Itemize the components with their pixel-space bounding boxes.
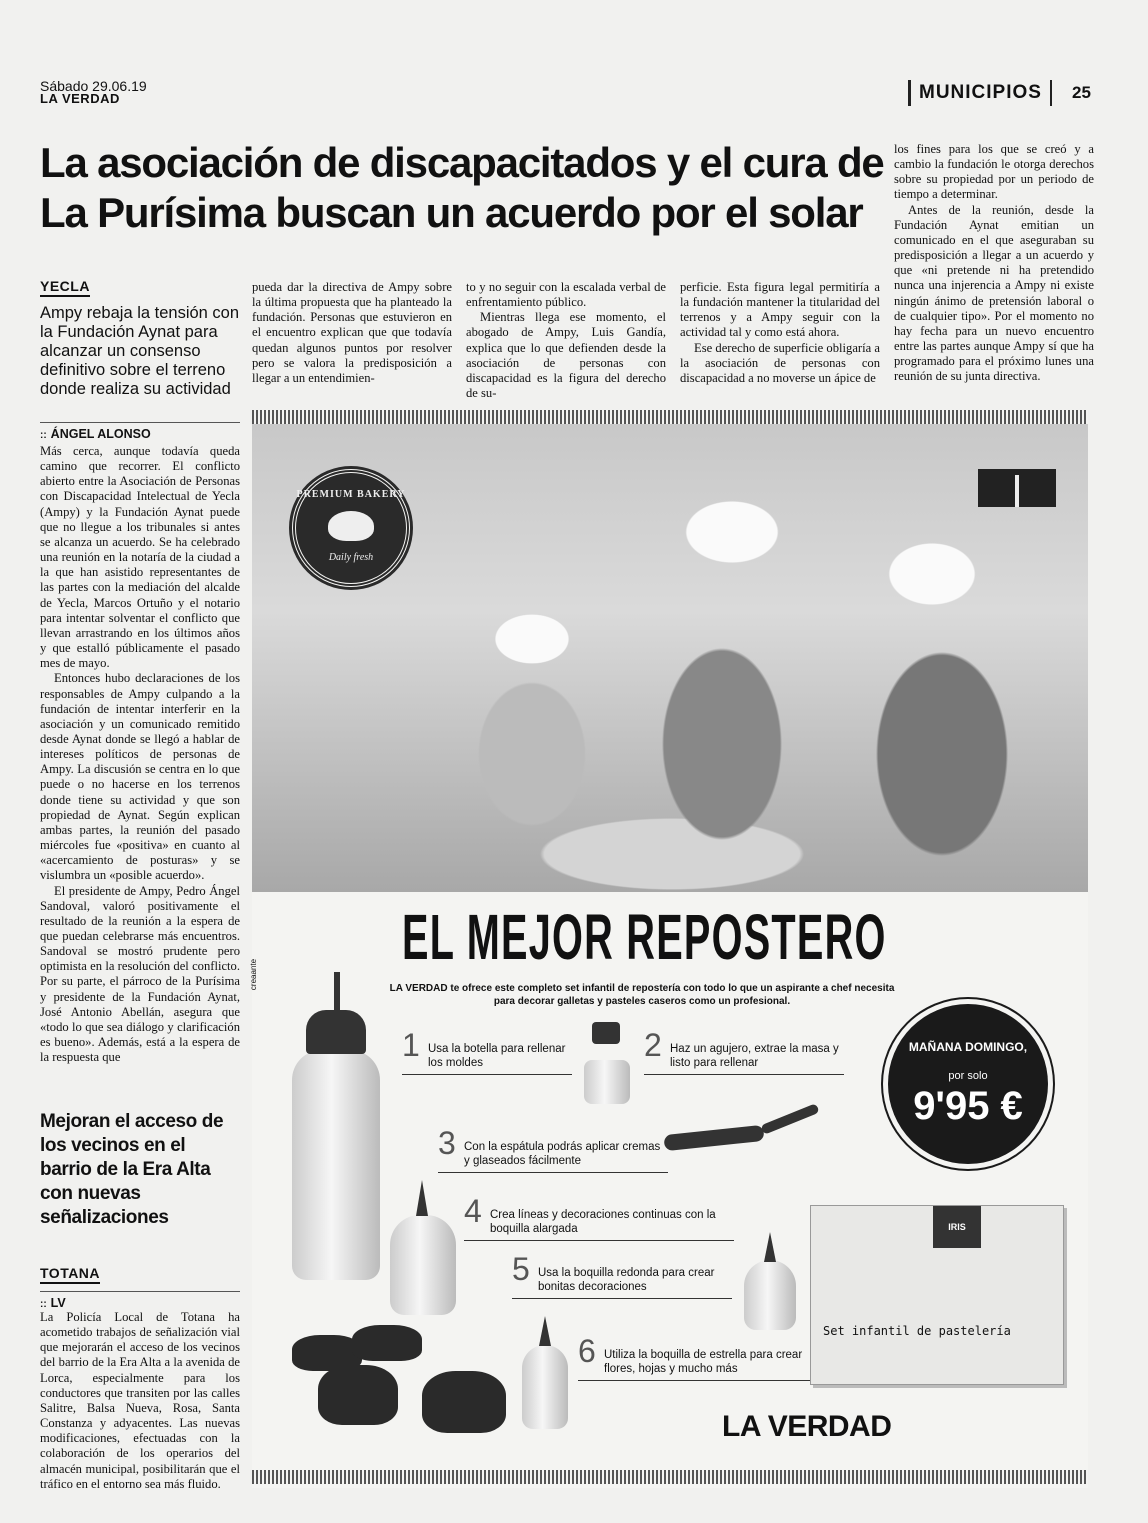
paragraph: Antes de la reunión, desde la Fundación Aynat emitian un comunicado en el que aseguraban su predisposición a llegar a un acuerdo y que «ni pretende ni ha pretendido nunca una injerencia a Ampy ni existe ningún ánimo de pretensión laboral o de cualquier tipo». Por el momento no hay fecha para un nuevo encuentro entre las partes aunque Ampy sí que ha programado para el próximo lunes una reunión de su junta directiva. <box>894 202 1094 384</box>
long-nozzle-icon <box>416 1180 428 1216</box>
mold-icon <box>352 1325 422 1361</box>
brief-headline: Mejoran el acceso de los vecinos en el barrio de la Era Alta con nuevas señalizaciones <box>40 1111 224 1228</box>
silicone-molds-icon <box>282 1315 512 1435</box>
ad-title: EL MEJOR REPOSTERO <box>402 901 887 973</box>
spatula-icon <box>663 1125 764 1151</box>
ad-intro <box>382 982 902 1008</box>
step-4 <box>464 1193 734 1241</box>
brief-kicker: TOTANA <box>40 1265 100 1284</box>
stamp-bottom-text: Daily fresh <box>328 552 374 563</box>
article-headline: La asociación de discapacitados y el cura de La Purísima buscan un acuerdo por el solar <box>40 139 884 236</box>
advertisement <box>249 410 1088 1488</box>
article-column-2 <box>252 280 452 386</box>
ad-intro-brand: LA VERDAD <box>389 983 448 994</box>
kit-title: Set infantil de pastelería <box>823 1324 1011 1338</box>
paragraph: Mientras llega ese momento, el abogado de Ampy, Luis Gandía, explica que lo que defienden desde la asociación de personas con discapacidad es la figura del derecho de su- <box>466 310 666 401</box>
issue-date: Sábado 29.06.19 <box>40 78 147 94</box>
article-subhead: Ampy rebaja la tensión con la Fundación Aynat para alcanzar un consenso definitivo sobre el terreno donde realiza su actividad <box>40 304 240 398</box>
step-text: Haz un agujero, extrae la masa y listo para rellenar <box>670 1043 839 1069</box>
photo-credit: creaante <box>249 958 259 991</box>
brief-body <box>40 1310 240 1492</box>
byline-name: LV <box>50 1296 66 1310</box>
section-name: MUNICIPIOS <box>908 80 1052 106</box>
byline-name: ÁNGEL ALONSO <box>50 427 151 441</box>
paragraph: La Policía Local de Totana ha acometido trabajos de señalización vial que mejorarán el acceso de los vecinos del barrio de la Era Alta a la avenida de Lorca, especialmente para los conductores que transiten por las calles Salitre, Balsa Nueva, Rosa, Santa Constanza y adyacentes. Las nuevas modificaciones, efectuadas con la colaboración de los operarios del almacén municipal, posibilitarán que el tráfico en el entorno sea más fluido. <box>40 1310 240 1491</box>
article-byline: :: ÁNGEL ALONSO <box>40 422 240 441</box>
paragraph: pueda dar la directiva de Ampy sobre la última propuesta que ha planteado la fundación. Personas que estuvieron en el encuentro explican que que todavía quedan algunos puntos por resolver pero se valora la predisposición a llegar a un entendimien- <box>252 280 452 385</box>
paragraph: Entonces hubo declaraciones de los responsables de Ampy culpando a la fundación de intentar interferir en la asociación y un comunicado remitido desde Aynat donde se llegó a hablar de intereses políticos de personas de Ampy. La discusión se centra en lo que puede o no hacerse en los terrenos donde tiene su actividad y que son propiedad de Aynat. Según explican ambas partes, la reunión del pasado miércoles fue «positiva» en cuanto al «acercamiento de posturas» y se vislumbra un «posible acuerdo». <box>40 671 240 883</box>
mold-icon <box>422 1371 506 1433</box>
mold-icon <box>318 1365 398 1425</box>
paragraph: El presidente de Ampy, Pedro Ángel Sandoval, valoró positivamente el resultado de la reunión a la espera de que puedan celebrarse más encuentros. Sandoval se mostró prudente pero optimista en la resolución del conflicto. Por su parte, el párroco de la Purísima y presidente de la Fundación Aynat, José Antonio Abellán, asegura que «todo lo que sea diálogo y clarificación es bueno». Además, está a la espera de la respuesta que <box>40 883 240 1065</box>
paragraph: to y no seguir con la escalada verbal de enfrentamiento público. <box>466 280 666 310</box>
article-column-3 <box>466 280 666 401</box>
price-value: 9'95 € <box>913 1084 1023 1128</box>
ad-border-bottom <box>252 1470 1088 1484</box>
step-number: 1 <box>402 1027 420 1063</box>
ad-border-top <box>252 410 1088 424</box>
step-text: Crea líneas y decoraciones continuas con la boquilla alargada <box>490 1209 716 1235</box>
price-day: MAÑANA DOMINGO, <box>908 1040 1028 1054</box>
cookie-cutter-icon <box>584 1060 630 1104</box>
nozzle-bottle-round-icon <box>744 1260 796 1330</box>
stamp-top-text: PREMIUM BAKERY <box>296 489 406 500</box>
la-verdad-logo: LA VERDAD <box>722 1410 892 1443</box>
step-number: 4 <box>464 1193 482 1229</box>
article-kicker: YECLA <box>40 278 90 297</box>
step-text: Usa la boquilla redonda para crear bonitas decoraciones <box>538 1267 715 1293</box>
nozzle-bottle-star-icon <box>522 1345 568 1429</box>
nozzle-bottle-long-icon <box>390 1215 456 1315</box>
paragraph: Más cerca, aunque todavía queda camino que recorrer. El conflicto abierto entre la Asociación de Personas con Discapacidad Intelectual de Yecla (Ampy) y la Fundación Aynat puede que no llegue a los tribunales si antes se alcanza un acuerdo. Se ha celebrado una reunión en la notaría de la ciudad a la que han asistido representantes de las partes con la mediación del alcalde de Yecla, Marcos Ortuño y el notario para intentar solventar el conflicto que llevan arrastrando en los últimos años y que estalló públicamente el pasado mes de mayo. <box>40 444 240 671</box>
step-text: Con la espátula podrás aplicar cremas y glaseados fácilmente <box>464 1141 661 1167</box>
article-column-4 <box>680 280 880 386</box>
step-number: 2 <box>644 1027 662 1063</box>
ad-intro-text: te ofrece este completo set infantil de repostería con todo lo que un aspirante a chef necesita para decorar galletas y pasteles caseros como un profesional. <box>450 983 895 1007</box>
paragraph: perficie. Esta figura legal permitiría a la fundación mantener la titularidad del terrenos y a Ampy seguir con la actividad tal y como está ahora. <box>680 280 880 340</box>
premium-bakery-stamp <box>292 469 410 587</box>
kit-brand-logo: IRIS <box>933 1206 981 1248</box>
star-nozzle-icon <box>539 1316 551 1346</box>
step-5 <box>512 1251 732 1299</box>
filling-bottle-icon <box>292 1050 380 1280</box>
paragraph: Ese derecho de superficie obligaría a la asociación de personas con discapacidad a no moverse un ápice de <box>680 340 880 385</box>
page-number: 25 <box>1072 83 1091 102</box>
step-1 <box>402 1027 572 1075</box>
paragraph: los fines para los que se creó y a cambio la fundación le otorga derechos sobre su propiedad por un periodo de tiempo a determinar. <box>894 142 1094 202</box>
cutter-handle-icon <box>592 1022 620 1044</box>
round-nozzle-icon <box>764 1232 776 1262</box>
price-label: por solo <box>948 1070 988 1082</box>
bottle-nozzle-icon <box>334 972 340 1012</box>
step-number: 5 <box>512 1251 530 1287</box>
step-text: Usa la botella para rellenar los moldes <box>428 1043 566 1069</box>
price-badge <box>888 1004 1048 1164</box>
step-6 <box>578 1333 834 1381</box>
step-text: Utiliza la boquilla de estrella para crear flores, hojas y mucho más <box>604 1349 803 1375</box>
bottle-cap-icon <box>306 1010 366 1054</box>
spatula-handle-icon <box>760 1103 819 1135</box>
newspaper-name: LA VERDAD <box>40 91 120 106</box>
step-3 <box>438 1125 668 1173</box>
step-number: 6 <box>578 1333 596 1369</box>
article-column-5 <box>894 142 1094 385</box>
kids-baking-photo <box>252 424 1088 892</box>
step-2 <box>644 1027 844 1075</box>
brief-byline: :: LV <box>40 1291 240 1310</box>
step-number: 3 <box>438 1125 456 1161</box>
bread-icon <box>328 511 374 541</box>
kit-box <box>810 1205 1064 1385</box>
article-column-1 <box>40 444 240 1065</box>
oven-shape <box>978 469 1056 507</box>
